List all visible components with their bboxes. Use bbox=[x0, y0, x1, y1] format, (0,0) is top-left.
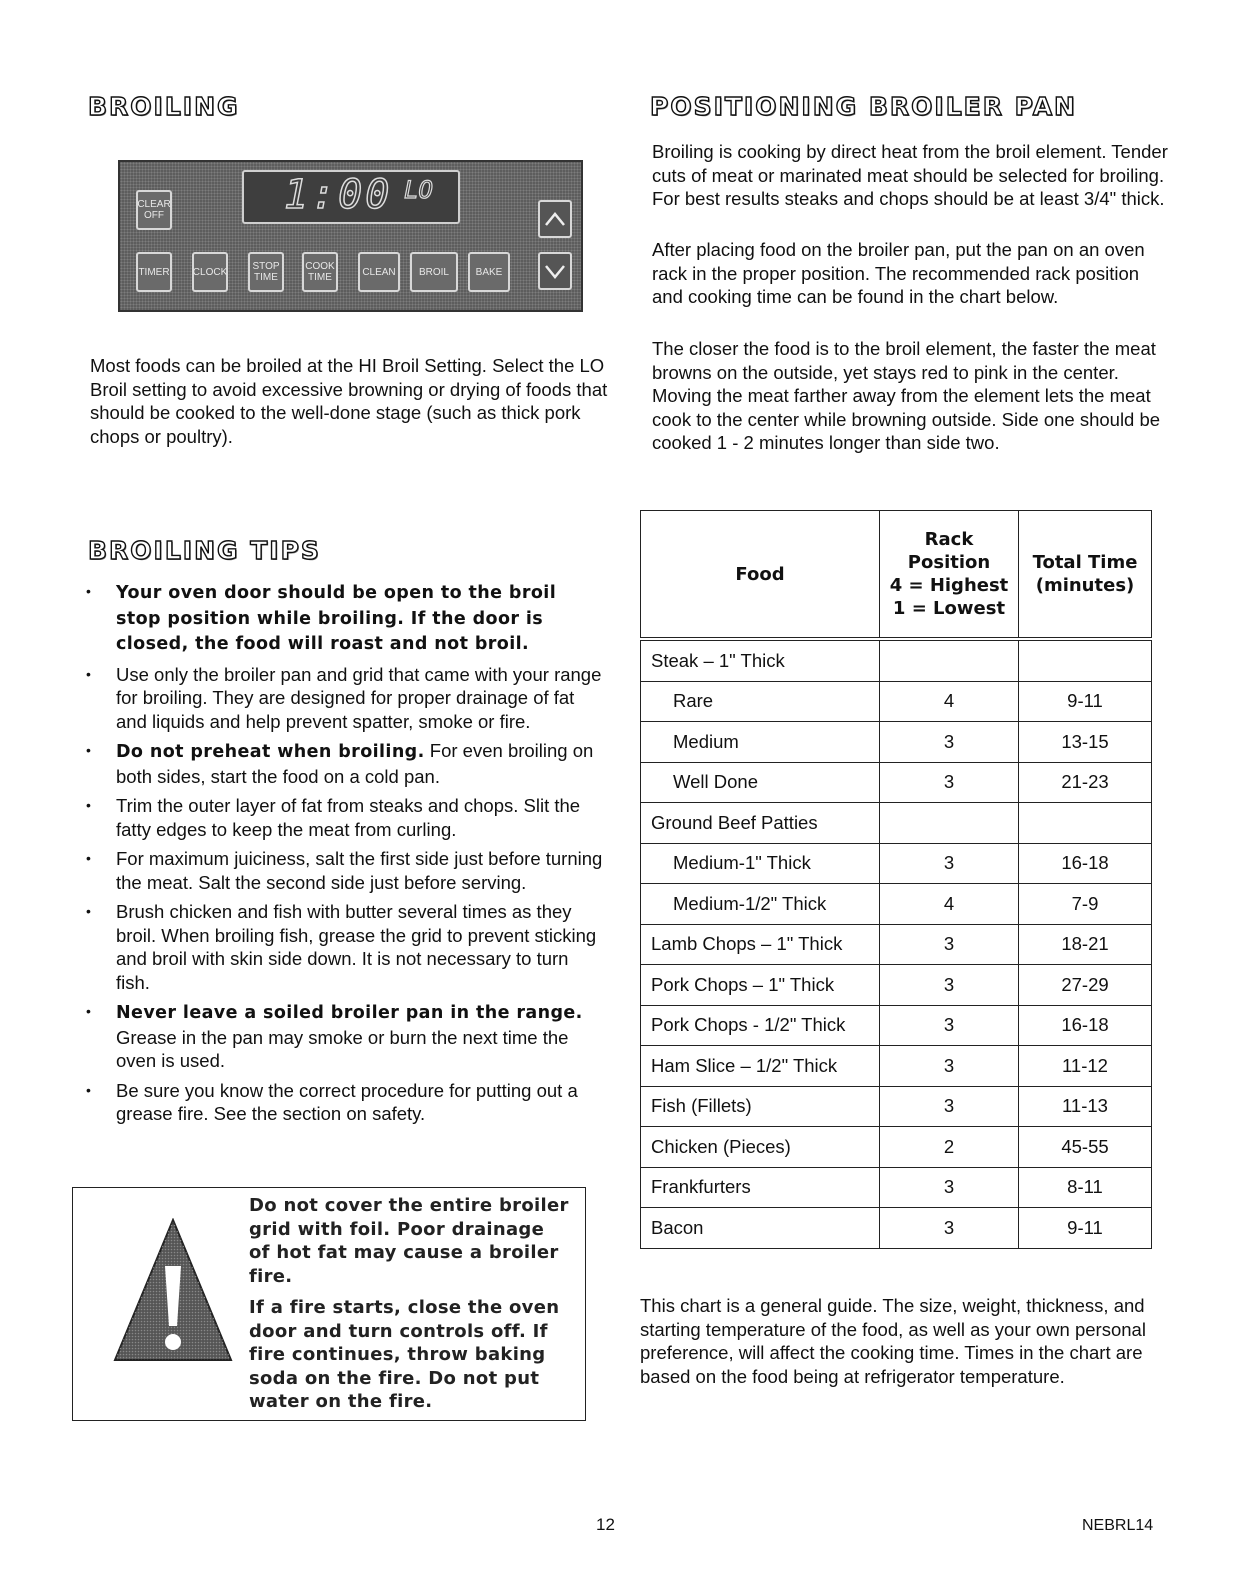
table-row bbox=[641, 1208, 1152, 1249]
total-time-cell: 21-23 bbox=[1019, 762, 1152, 803]
page-number: 12 bbox=[596, 1515, 615, 1534]
rack-position-cell: 3 bbox=[880, 1046, 1019, 1087]
broiling-chart-table bbox=[640, 510, 1152, 1249]
food-cell: Pork Chops - 1/2" Thick bbox=[641, 1005, 880, 1046]
broiling-tip bbox=[86, 739, 606, 788]
time-column-header bbox=[1019, 511, 1152, 640]
positioning-broiler-pan-heading: POSITIONING BROILER PAN bbox=[650, 92, 1077, 121]
broil-label: BROIL bbox=[418, 266, 449, 278]
rack-header-line-2: Position bbox=[907, 552, 991, 573]
total-time-cell: 45-55 bbox=[1019, 1127, 1152, 1168]
down-arrow-button[interactable] bbox=[538, 252, 572, 290]
warning-foil-text: Do not cover the entire broiler grid with foil. Poor drainage of hot fat may cause a broiler fire. bbox=[249, 1195, 569, 1287]
broiling-heading: BROILING bbox=[88, 92, 240, 121]
time-header-line-2: (minutes) bbox=[1035, 575, 1135, 596]
rack-position-cell: 3 bbox=[880, 843, 1019, 884]
total-time-cell: 27-29 bbox=[1019, 965, 1152, 1006]
tip-text: Be sure you know the correct procedure for putting out a grease fire. See the section on safety. bbox=[116, 1079, 578, 1124]
total-time-cell: 11-12 bbox=[1019, 1046, 1152, 1087]
table-row bbox=[641, 639, 1152, 681]
broil-button[interactable] bbox=[410, 252, 458, 292]
food-cell: Medium bbox=[641, 722, 880, 763]
stop-time-button[interactable] bbox=[248, 252, 284, 292]
food-cell: Steak – 1" Thick bbox=[641, 639, 880, 681]
food-cell: Frankfurters bbox=[641, 1167, 880, 1208]
oven-display bbox=[242, 170, 460, 224]
rack-position-cell: 3 bbox=[880, 924, 1019, 965]
rack-position-cell: 4 bbox=[880, 884, 1019, 925]
cook-time-button[interactable] bbox=[302, 252, 338, 292]
cook-time-label-1: COOK bbox=[305, 261, 335, 272]
tip-text: Brush chicken and fish with butter several times as they broil. When broiling fish, grease the grid to prevent sticking and broil with skin side down. It is not necessary to turn fish. bbox=[116, 901, 597, 993]
broiling-tips-list bbox=[86, 580, 606, 1132]
rack-position-paragraph: After placing food on the broiler pan, put the pan on an oven rack in the proper position. The recommended rack position and cooking time can be found in the chart below. bbox=[652, 239, 1145, 307]
rack-header-line-1: Rack bbox=[924, 529, 974, 550]
rack-header-line-3: 4 = Highest bbox=[889, 575, 1009, 596]
food-header-label: Food bbox=[735, 563, 785, 585]
food-cell: Chicken (Pieces) bbox=[641, 1127, 880, 1168]
food-cell: Well Done bbox=[641, 762, 880, 803]
rack-position-cell: 3 bbox=[880, 1208, 1019, 1249]
food-column-header bbox=[641, 511, 880, 640]
table-row bbox=[641, 1086, 1152, 1127]
fire-warning-box bbox=[72, 1187, 586, 1421]
rack-position-cell: 2 bbox=[880, 1127, 1019, 1168]
clean-label: CLEAN bbox=[362, 266, 396, 278]
total-time-cell: 11-13 bbox=[1019, 1086, 1152, 1127]
document-code: NEBRL14 bbox=[1082, 1517, 1154, 1534]
rack-position-cell: 4 bbox=[880, 681, 1019, 722]
food-cell: Lamb Chops – 1" Thick bbox=[641, 924, 880, 965]
display-broil-level: LO bbox=[404, 176, 433, 204]
rack-position-cell: 3 bbox=[880, 1005, 1019, 1046]
chart-guide-note: This chart is a general guide. The size, weight, thickness, and starting temperature of the food, as well as your own personal preference, will affect the cooking time. Times in the chart are based on the food being at refrigerator temperature. bbox=[640, 1295, 1146, 1387]
stop-time-label-1: STOP bbox=[252, 261, 280, 272]
rack-position-cell: 3 bbox=[880, 965, 1019, 1006]
browning-paragraph: The closer the food is to the broil element, the faster the meat browns on the outside, yet stays red to pink in the center. Moving the meat farther away from the element lets the meat cook to the center while browning outside. Side one should be cooked 1 - 2 minutes longer than side two. bbox=[652, 338, 1161, 453]
tip-text: Trim the outer layer of fat from steaks and chops. Slit the fatty edges to keep the meat from curling. bbox=[116, 795, 581, 840]
clean-button[interactable] bbox=[358, 252, 400, 292]
food-cell: Ham Slice – 1/2" Thick bbox=[641, 1046, 880, 1087]
oven-control-panel bbox=[118, 160, 583, 312]
bake-label: BAKE bbox=[475, 266, 503, 278]
food-cell: Rare bbox=[641, 681, 880, 722]
table-row bbox=[641, 924, 1152, 965]
bake-button[interactable] bbox=[468, 252, 510, 292]
rack-header-line-4: 1 = Lowest bbox=[892, 598, 1006, 619]
clear-off-label-2: OFF bbox=[144, 210, 164, 221]
food-cell: Ground Beef Patties bbox=[641, 803, 880, 844]
broiling-chart-body bbox=[641, 639, 1152, 1248]
broiling-tips-heading: BROILING TIPS bbox=[88, 536, 321, 565]
rack-column-header bbox=[880, 511, 1019, 640]
rack-position-cell: 3 bbox=[880, 722, 1019, 763]
table-row bbox=[641, 1167, 1152, 1208]
total-time-cell bbox=[1019, 639, 1152, 681]
warning-fire-text: If a fire starts, close the oven door and turn controls off. If fire continues, throw baking soda on the fire. Do not put water on the fire. bbox=[249, 1297, 560, 1412]
total-time-cell: 18-21 bbox=[1019, 924, 1152, 965]
clear-off-button[interactable] bbox=[136, 190, 172, 230]
total-time-cell: 16-18 bbox=[1019, 1005, 1152, 1046]
total-time-cell: 13-15 bbox=[1019, 722, 1152, 763]
table-row bbox=[641, 803, 1152, 844]
table-row bbox=[641, 1127, 1152, 1168]
clock-label: CLOCK bbox=[192, 266, 228, 278]
clock-button[interactable] bbox=[192, 252, 228, 292]
broiling-tip bbox=[86, 847, 606, 894]
warning-triangle-icon bbox=[113, 1218, 233, 1368]
tip-text: For maximum juiciness, salt the first side just before turning the meat. Salt the second side just before serving. bbox=[116, 848, 603, 893]
rack-position-cell bbox=[880, 803, 1019, 844]
food-cell: Medium-1/2" Thick bbox=[641, 884, 880, 925]
time-header-line-1: Total Time bbox=[1032, 552, 1138, 573]
broiling-tip bbox=[86, 794, 606, 841]
tip-emphasis: Your oven door should be open to the broil stop position while broiling. If the door is closed, the food will roast and not broil. bbox=[116, 583, 557, 654]
total-time-cell: 9-11 bbox=[1019, 681, 1152, 722]
rack-position-cell: 3 bbox=[880, 1167, 1019, 1208]
broiling-definition-paragraph: Broiling is cooking by direct heat from the broil element. Tender cuts of meat or marinated meat should be selected for broiling. For best results steaks and chops should be at least 3/4" thick. bbox=[652, 141, 1168, 209]
total-time-cell: 8-11 bbox=[1019, 1167, 1152, 1208]
food-cell: Medium-1" Thick bbox=[641, 843, 880, 884]
cook-time-label-2: TIME bbox=[308, 272, 332, 283]
table-row bbox=[641, 722, 1152, 763]
broiling-tip bbox=[86, 1000, 606, 1073]
broiling-tip bbox=[86, 663, 606, 734]
total-time-cell: 7-9 bbox=[1019, 884, 1152, 925]
table-row bbox=[641, 681, 1152, 722]
food-cell: Bacon bbox=[641, 1208, 880, 1249]
food-cell: Pork Chops – 1" Thick bbox=[641, 965, 880, 1006]
table-row bbox=[641, 1005, 1152, 1046]
display-time: 1:00 bbox=[284, 172, 393, 218]
broiling-tip bbox=[86, 1079, 606, 1126]
rack-position-cell: 3 bbox=[880, 762, 1019, 803]
table-row bbox=[641, 1046, 1152, 1087]
tip-text: Grease in the pan may smoke or burn the next time the oven is used. bbox=[116, 1026, 569, 1071]
rack-position-cell: 3 bbox=[880, 1086, 1019, 1127]
table-row bbox=[641, 884, 1152, 925]
stop-time-label-2: TIME bbox=[254, 272, 278, 283]
total-time-cell bbox=[1019, 803, 1152, 844]
total-time-cell: 9-11 bbox=[1019, 1208, 1152, 1249]
table-row bbox=[641, 843, 1152, 884]
table-row bbox=[641, 965, 1152, 1006]
table-row bbox=[641, 762, 1152, 803]
table-header-row bbox=[641, 511, 1152, 640]
up-arrow-button[interactable] bbox=[538, 200, 572, 238]
clear-off-label-1: CLEAR bbox=[137, 199, 171, 210]
broiling-intro: Most foods can be broiled at the HI Broil Setting. Select the LO Broil setting to avoid excessive browning or drying of foods that should be cooked to the well-done stage (such as thick pork chops or poultry). bbox=[90, 355, 608, 447]
tip-text: Use only the broiler pan and grid that came with your range for broiling. They are designed for proper drainage of fat and liquids and help prevent spatter, smoke or fire. bbox=[116, 663, 602, 732]
chevron-up-icon bbox=[543, 210, 567, 228]
timer-label: TIMER bbox=[138, 266, 170, 278]
broiling-tip bbox=[86, 580, 606, 657]
chevron-down-icon bbox=[543, 262, 567, 280]
total-time-cell: 16-18 bbox=[1019, 843, 1152, 884]
broiling-tip bbox=[86, 900, 606, 994]
tip-text: For even broiling on both sides, start the food on a cold pan. bbox=[116, 740, 594, 787]
rack-position-cell bbox=[880, 639, 1019, 681]
timer-button[interactable] bbox=[136, 252, 172, 292]
food-cell: Fish (Fillets) bbox=[641, 1086, 880, 1127]
tip-emphasis: Do not preheat when broiling. bbox=[116, 742, 425, 762]
tip-emphasis: Never leave a soiled broiler pan in the range. bbox=[116, 1003, 583, 1023]
